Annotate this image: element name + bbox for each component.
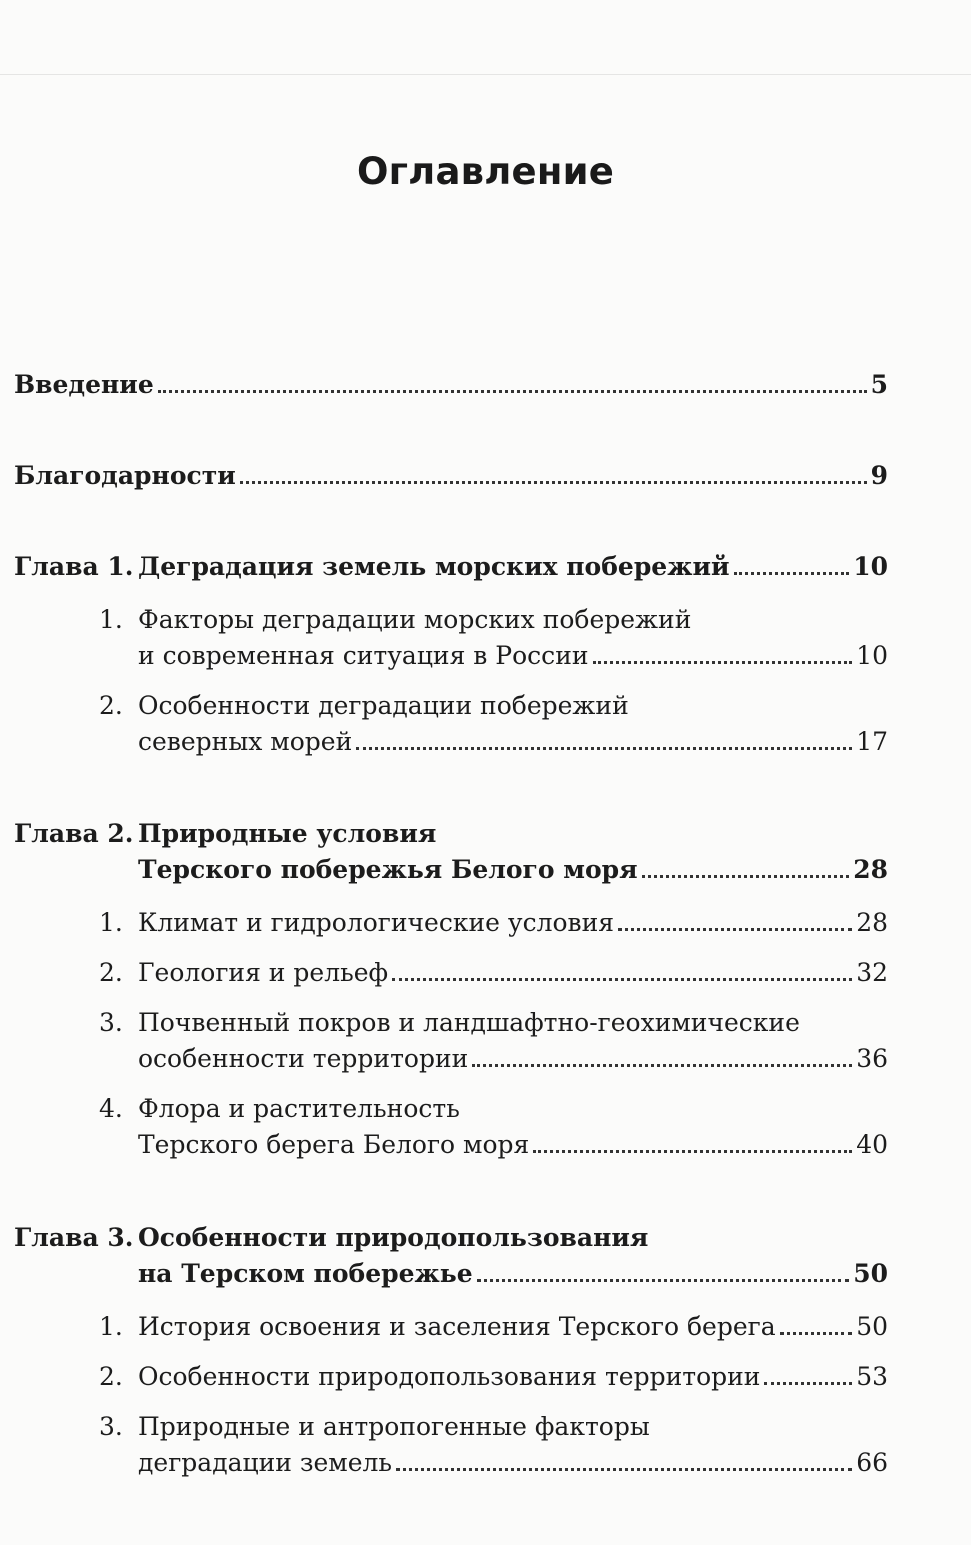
section-title-line1: Флора и растительность — [138, 1094, 460, 1123]
dot-leader — [356, 747, 852, 750]
toc-chapter-1[interactable] — [138, 552, 888, 582]
toc-page-number: 28 — [853, 855, 888, 884]
toc-page-number: 5 — [870, 370, 888, 399]
dot-leader — [396, 1468, 852, 1471]
dot-leader — [642, 875, 850, 878]
toc-page-number: 53 — [856, 1362, 888, 1391]
section-title-line1: Почвенный покров и ландшафтно-геохимические — [138, 1008, 800, 1037]
toc-entry-title: Введение — [14, 370, 154, 399]
chapter-title-line1: Природные условия — [138, 819, 437, 848]
toc-section-3-1[interactable] — [99, 1312, 888, 1342]
section-number: 3. — [99, 1412, 123, 1441]
toc-page-number: 36 — [856, 1044, 888, 1073]
toc-page-number: 28 — [856, 908, 888, 937]
toc-section-1-2[interactable] — [138, 727, 888, 757]
toc-page-number: 50 — [856, 1312, 888, 1341]
dot-leader — [477, 1279, 850, 1282]
toc-section-2-4[interactable] — [138, 1130, 888, 1160]
toc-entry-thanks[interactable] — [14, 461, 888, 491]
chapter-title-line1: Особенности природопользования — [138, 1223, 649, 1252]
toc-section-2-3[interactable] — [138, 1044, 888, 1074]
toc-section-3-2[interactable] — [99, 1362, 888, 1392]
dot-leader — [472, 1064, 852, 1067]
section-title-line2: северных морей — [138, 727, 353, 756]
toc-chapter-2[interactable] — [138, 855, 888, 885]
section-title-line1: Природные и антропогенные факторы — [138, 1412, 650, 1441]
toc-section-3-3[interactable] — [138, 1448, 888, 1478]
dot-leader — [734, 572, 850, 575]
section-title-line2: и современная ситуация в России — [138, 641, 589, 670]
section-title: Геология и рельеф — [138, 958, 389, 987]
dot-leader — [618, 928, 852, 931]
section-number: 2. — [99, 691, 123, 720]
toc-entry-title: Благодарности — [14, 461, 236, 490]
dot-leader — [158, 390, 867, 393]
section-number: 2. — [99, 958, 123, 987]
chapter-label: Глава 3. — [14, 1223, 134, 1252]
toc-section-1-1[interactable] — [138, 641, 888, 671]
chapter-label: Глава 1. — [14, 552, 134, 581]
section-number: 1. — [99, 605, 123, 634]
section-title-line2: Терского берега Белого моря — [138, 1130, 530, 1159]
section-number: 1. — [99, 908, 123, 937]
dot-leader — [533, 1150, 852, 1153]
page-title: Оглавление — [356, 150, 615, 193]
dot-leader — [593, 661, 853, 664]
toc-chapter-3[interactable] — [138, 1259, 888, 1289]
dot-leader — [240, 481, 867, 484]
section-title: Климат и гидрологические условия — [138, 908, 615, 937]
bleed-through-header — [0, 44, 971, 75]
section-title-line1: Особенности деградации побережий — [138, 691, 629, 720]
toc-page-number: 17 — [856, 727, 888, 756]
toc-page-number: 32 — [856, 958, 888, 987]
section-title-line1: Факторы деградации морских побережий — [138, 605, 692, 634]
toc-entry-title: Деградация земель морских побережий — [138, 552, 730, 581]
section-number: 2. — [99, 1362, 123, 1391]
section-number: 4. — [99, 1094, 123, 1123]
toc-entry-intro[interactable] — [14, 370, 888, 400]
chapter-title-line2: Терского побережья Белого моря — [138, 855, 638, 884]
section-title-line2: деградации земель — [138, 1448, 393, 1477]
toc-page-number: 10 — [853, 552, 888, 581]
dot-leader — [392, 978, 852, 981]
chapter-label: Глава 2. — [14, 819, 134, 848]
section-title-line2: особенности территории — [138, 1044, 469, 1073]
chapter-title-line2: на Терском побережье — [138, 1259, 473, 1288]
toc-section-2-2[interactable] — [99, 958, 888, 988]
toc-page-number: 66 — [856, 1448, 888, 1477]
section-number: 3. — [99, 1008, 123, 1037]
toc-page-number: 50 — [853, 1259, 888, 1288]
toc-page-number: 40 — [856, 1130, 888, 1159]
toc-page-number: 9 — [870, 461, 888, 490]
dot-leader — [764, 1382, 852, 1385]
dot-leader — [780, 1332, 853, 1335]
toc-section-2-1[interactable] — [99, 908, 888, 938]
section-title: История освоения и заселения Терского берега — [138, 1312, 776, 1341]
section-number: 1. — [99, 1312, 123, 1341]
toc-page-number: 10 — [856, 641, 888, 670]
section-title: Особенности природопользования территории — [138, 1362, 761, 1391]
